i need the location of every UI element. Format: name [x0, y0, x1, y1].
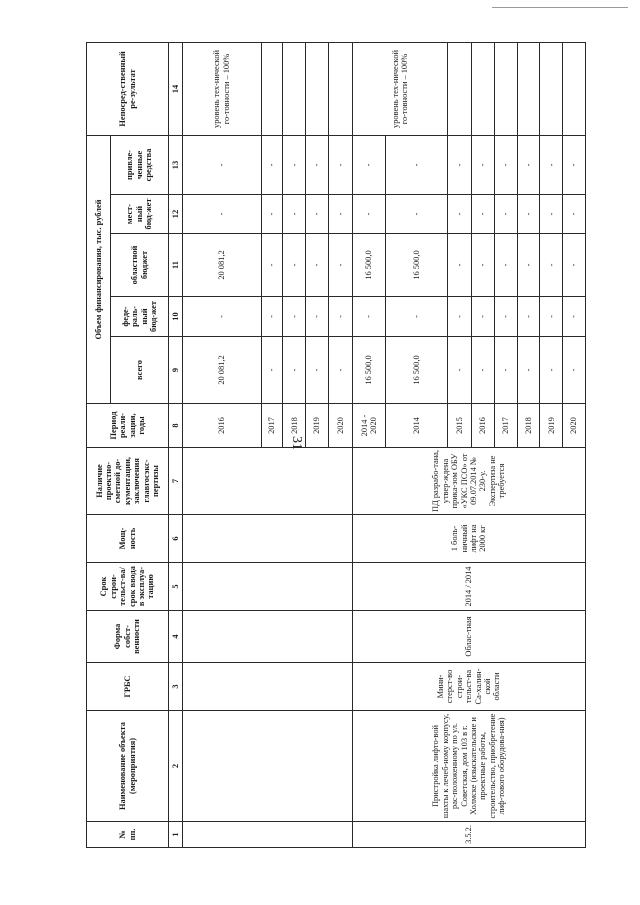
column-number: 4 [169, 611, 183, 663]
federal-cell: - [283, 297, 306, 337]
result-cell [306, 42, 329, 135]
federal-cell: - [183, 297, 262, 337]
regional-cell: - [471, 234, 494, 297]
column-number: 2 [169, 711, 183, 822]
attracted-cell: - [283, 135, 306, 194]
header-num: № пп. [87, 822, 169, 848]
header-row-1 [87, 42, 111, 847]
regional-cell: - [329, 234, 353, 297]
federal-cell: - [386, 297, 448, 337]
attracted-cell: - [471, 135, 494, 194]
block2-term: 2014 / 2014 [352, 563, 585, 611]
attracted-cell: - [386, 135, 448, 194]
result-cell [540, 42, 563, 135]
block1-name-cell [183, 711, 353, 822]
column-number: 8 [169, 404, 183, 448]
total-cell: - [540, 337, 563, 404]
header-regional: областной бюджет [111, 234, 169, 297]
column-number: 10 [169, 297, 183, 337]
regional-cell: 16 500,0 [386, 234, 448, 297]
column-number: 14 [169, 42, 183, 135]
rotated-table-wrapper [86, 43, 586, 848]
regional-cell: - [540, 234, 563, 297]
year-cell: 2016 [471, 404, 494, 448]
header-funding-group: Объем финансирования, тыс. рублей [87, 135, 111, 403]
local-cell: - [494, 195, 517, 234]
attracted-cell: - [540, 135, 563, 194]
federal-cell: - [329, 297, 353, 337]
regional-cell: 20 081,2 [183, 234, 262, 297]
header-name: Наименование объекта (мероприятия) [87, 711, 169, 822]
year-cell: 2014 [386, 404, 448, 448]
financing-table [86, 42, 586, 848]
header-ownership: Форма собст-венности [87, 611, 169, 663]
local-cell: - [563, 195, 586, 234]
regional-cell: - [306, 234, 329, 297]
column-number: 1 [169, 822, 183, 848]
header-term: Срок строи-тельст-ва/срок ввода в эксплуа-тацию [87, 563, 169, 611]
column-number: 13 [169, 135, 183, 194]
attracted-cell: - [183, 135, 262, 194]
total-cell: - [563, 337, 586, 404]
column-number: 3 [169, 663, 183, 711]
local-cell: - [306, 195, 329, 234]
result-cell [494, 42, 517, 135]
regional-cell: - [283, 234, 306, 297]
regional-cell: - [494, 234, 517, 297]
year-cell: 2019 [540, 404, 563, 448]
block2-ownership: Облас-тная [352, 611, 585, 663]
attracted-cell: - [494, 135, 517, 194]
local-cell: - [352, 195, 385, 234]
attracted-cell: - [261, 135, 283, 194]
local-cell: - [261, 195, 283, 234]
column-number: 11 [169, 234, 183, 297]
federal-cell: - [352, 297, 385, 337]
block2-psd: ПД разрабо-тана, утвер-ждена прика-зом ОБУ «УКС ПСО» от 09.07.2014 № 230-у. Экспертиза не требуется [352, 448, 585, 515]
federal-cell: - [563, 297, 586, 337]
total-cell: - [494, 337, 517, 404]
block1-grbs-cell [183, 663, 353, 711]
year-cell: 2020 [329, 404, 353, 448]
block1-num-cell [183, 822, 353, 848]
result-cell [283, 42, 306, 135]
result-cell [563, 42, 586, 135]
federal-cell: - [540, 297, 563, 337]
column-number: 12 [169, 195, 183, 234]
table-row [352, 42, 385, 847]
year-cell: 2017 [261, 404, 283, 448]
local-cell: - [183, 195, 262, 234]
block2-name: Пристройка лифто-вой шахты к лечеб-ному корпусу, рас-положенному по ул. Советская, дом 103 в г. Холмске (изыскательские и проектные работы, строительство, приобретение лиф-тового оборудова-ния) [352, 711, 585, 822]
attracted-cell: - [517, 135, 540, 194]
page-number: 31 [289, 436, 304, 450]
header-psd: Наличие проектно-сметной до-кументации, заключения главгосэкс-пертизы [87, 448, 169, 515]
block1-capacity-cell [183, 515, 353, 563]
header-total: всего [111, 337, 169, 404]
year-cell: 2016 [183, 404, 262, 448]
regional-cell: - [448, 234, 472, 297]
regional-cell: 16 500,0 [352, 234, 385, 297]
federal-cell: - [448, 297, 472, 337]
total-cell: - [261, 337, 283, 404]
column-number: 9 [169, 337, 183, 404]
block2-result: уровень тех-нической го-товности – 100% [352, 42, 447, 135]
total-cell: - [517, 337, 540, 404]
block1-ownership-cell [183, 611, 353, 663]
total-cell: - [329, 337, 353, 404]
year-cell: 2018 [283, 404, 306, 448]
result-cell [517, 42, 540, 135]
regional-cell: - [563, 234, 586, 297]
local-cell: - [448, 195, 472, 234]
total-cell: - [283, 337, 306, 404]
year-cell: 2019 [306, 404, 329, 448]
header-period: Период реали-зации, годы [87, 404, 169, 448]
result-cell [329, 42, 353, 135]
year-cell: 2017 [494, 404, 517, 448]
result-cell [471, 42, 494, 135]
attracted-cell: - [306, 135, 329, 194]
block2-grbs: Мини-стерст-во строи-тельст-ва Са-халин-ской области [352, 663, 585, 711]
attracted-cell: - [563, 135, 586, 194]
attracted-cell: - [329, 135, 353, 194]
total-cell: - [448, 337, 472, 404]
column-number: 6 [169, 515, 183, 563]
result-cell [448, 42, 472, 135]
block2-num: 3.5.2. [352, 822, 585, 848]
year-cell: 2014 - 2020 [352, 404, 385, 448]
header-grbs: ГРБС [87, 663, 169, 711]
result-cell: уровень тех-нической го-товности – 100% [183, 42, 262, 135]
header-local: мест-ный бюд-жет [111, 195, 169, 234]
attracted-cell: - [448, 135, 472, 194]
header-attracted: привле-ченные средства [111, 135, 169, 194]
year-cell: 2020 [563, 404, 586, 448]
local-cell: - [283, 195, 306, 234]
total-cell: - [306, 337, 329, 404]
federal-cell: - [306, 297, 329, 337]
column-number: 5 [169, 563, 183, 611]
block2-capacity: 1 боль-ничный лифт на 2000 кг [352, 515, 585, 563]
total-cell: 16 500,0 [352, 337, 385, 404]
column-number: 7 [169, 448, 183, 515]
block1-term-cell [183, 563, 353, 611]
header-capacity: Мощ-ность [87, 515, 169, 563]
regional-cell: - [517, 234, 540, 297]
header-result: Непосред-ственный ре-зультат [87, 42, 169, 135]
year-cell: 2018 [517, 404, 540, 448]
federal-cell: - [471, 297, 494, 337]
total-cell: - [471, 337, 494, 404]
local-cell: - [329, 195, 353, 234]
column-number-row [169, 42, 183, 847]
table-row [183, 42, 262, 847]
year-cell: 2015 [448, 404, 472, 448]
top-rule-line [492, 7, 628, 8]
header-federal: феде-раль-ный бюд-жет [111, 297, 169, 337]
federal-cell: - [494, 297, 517, 337]
total-cell: 20 081,2 [183, 337, 262, 404]
federal-cell: - [517, 297, 540, 337]
block1-psd-cell [183, 448, 353, 515]
total-cell: 16 500,0 [386, 337, 448, 404]
attracted-cell: - [352, 135, 385, 194]
federal-cell: - [261, 297, 283, 337]
local-cell: - [386, 195, 448, 234]
local-cell: - [517, 195, 540, 234]
regional-cell: - [261, 234, 283, 297]
local-cell: - [471, 195, 494, 234]
result-cell [261, 42, 283, 135]
local-cell: - [540, 195, 563, 234]
